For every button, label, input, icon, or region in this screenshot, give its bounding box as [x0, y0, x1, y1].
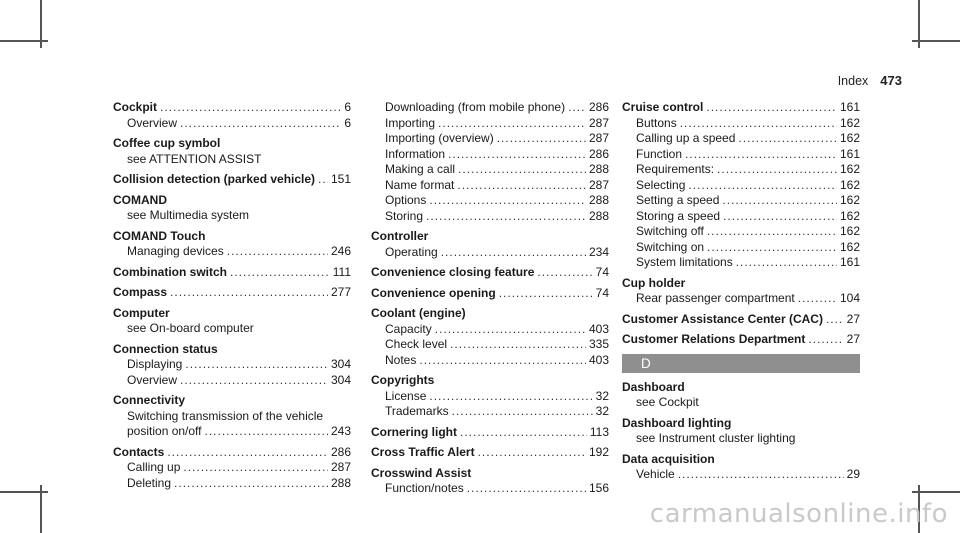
entry-title: Dashboard lighting — [622, 415, 732, 430]
index-subentry — [371, 147, 609, 163]
index-subentry — [622, 431, 860, 447]
index-entry — [113, 229, 351, 260]
subentry-text: Calling up a speed — [636, 131, 736, 145]
index-subentry — [622, 291, 860, 307]
subentry-text: Managing devices — [127, 244, 224, 258]
index-subentry — [622, 193, 860, 209]
leader-dots — [452, 404, 593, 420]
index-subentry — [371, 337, 609, 353]
index-entry — [371, 100, 609, 224]
index-entry — [371, 425, 609, 441]
crop-mark — [0, 491, 48, 493]
index-entry-heading — [371, 265, 609, 281]
entry-title: Convenience closing feature — [371, 265, 535, 279]
index-entry — [622, 100, 860, 271]
index-subentry — [622, 147, 860, 163]
leader-dots — [688, 178, 837, 194]
leader-dots — [448, 147, 586, 163]
index-entry-heading — [371, 286, 609, 302]
index-entry — [622, 332, 860, 348]
leader-dots — [736, 255, 837, 271]
subentry-text: Function — [636, 146, 683, 161]
leader-dots — [185, 357, 328, 373]
page-reference: 162 — [839, 177, 860, 192]
entry-title: Customer Assistance Center (CAC) — [622, 311, 823, 326]
page-reference: 287 — [588, 131, 609, 145]
subentry-text: see Cockpit — [636, 395, 699, 409]
page-reference: 246 — [330, 244, 351, 258]
index-entry-heading — [371, 229, 609, 245]
entry-title: Data acquisition — [622, 451, 715, 466]
index-entry — [371, 466, 609, 497]
page-reference: 29 — [846, 467, 860, 481]
subentry-text: Function/notes — [385, 481, 464, 495]
index-subentry — [622, 255, 860, 271]
page-reference: 287 — [330, 460, 351, 474]
page-reference: 27 — [846, 332, 860, 346]
entry-title: Customer Relations Department — [622, 332, 806, 346]
index-entry — [113, 445, 351, 492]
page-reference: 161 — [839, 255, 860, 269]
leader-dots — [707, 224, 837, 240]
index-entry-heading — [622, 276, 860, 292]
subentry-text: License — [385, 388, 427, 403]
index-subentry — [371, 162, 609, 178]
entry-title: Cockpit — [113, 100, 158, 114]
index-subentry — [371, 209, 609, 225]
leader-dots — [460, 425, 587, 441]
subentry-text: Downloading (from mobile phone) — [385, 100, 566, 114]
index-entry-heading — [113, 229, 351, 245]
entry-title: Cross Traffic Alert — [371, 445, 475, 459]
index-entry — [113, 193, 351, 224]
leader-dots — [160, 100, 341, 116]
header-title: Index — [837, 74, 869, 88]
page-reference: 151 — [330, 172, 351, 186]
index-subentry — [113, 409, 351, 425]
index-subentry — [622, 131, 860, 147]
leader-dots — [429, 193, 586, 209]
index-entry — [113, 172, 351, 188]
page-reference: 156 — [588, 481, 609, 495]
leader-dots — [678, 467, 844, 483]
index-entry — [113, 136, 351, 167]
index-entry-heading — [113, 393, 351, 409]
index-entry-heading — [113, 265, 351, 281]
subentry-text: Selecting — [636, 177, 686, 192]
subentry-text: Switching off — [636, 224, 704, 238]
subentry-text: Capacity — [385, 321, 432, 336]
index-entry-heading — [622, 380, 860, 396]
page-reference: 287 — [588, 115, 609, 130]
leader-dots — [808, 332, 843, 348]
entry-title: Cornering light — [371, 424, 457, 439]
subentry-text: Displaying — [127, 357, 183, 371]
index-entry — [371, 306, 609, 368]
entry-title: Cup holder — [622, 275, 686, 290]
subentry-text: see On-board computer — [127, 321, 254, 335]
leader-dots — [457, 178, 586, 194]
entry-title: Combination switch — [113, 264, 227, 279]
index-entry — [622, 380, 860, 411]
leader-dots — [429, 389, 592, 405]
page-reference: 162 — [839, 208, 860, 223]
page-reference: 162 — [839, 239, 860, 254]
subentry-text: Storing a speed — [636, 208, 721, 223]
index-subentry — [113, 476, 351, 492]
page-reference: 74 — [595, 265, 609, 279]
leader-dots — [167, 445, 328, 461]
index-subentry — [113, 244, 351, 260]
index-subentry — [113, 460, 351, 476]
page-reference: 286 — [588, 146, 609, 161]
index-entry-heading — [113, 285, 351, 301]
index-subentry — [371, 116, 609, 132]
entry-title: Copyrights — [371, 373, 435, 387]
page-reference: 234 — [588, 244, 609, 259]
subentry-text: see Multimedia system — [127, 208, 250, 222]
subentry-text: Making a call — [385, 162, 456, 176]
leader-dots — [227, 244, 328, 260]
index-subentry — [371, 404, 609, 420]
index-subentry — [371, 131, 609, 147]
leader-dots — [537, 265, 592, 281]
entry-title: Convenience opening — [371, 285, 496, 300]
index-entry — [113, 100, 351, 131]
leader-dots — [450, 337, 586, 353]
index-entry-heading — [371, 445, 609, 461]
index-entry-heading — [371, 306, 609, 322]
index-entry-heading — [113, 136, 351, 152]
entry-title: Cruise control — [622, 100, 704, 114]
page-reference: 286 — [588, 100, 609, 114]
index-subentry — [113, 116, 351, 132]
index-entry-heading — [622, 332, 860, 348]
crop-mark — [912, 491, 960, 493]
leader-dots — [180, 116, 341, 132]
page-reference: 32 — [595, 388, 609, 403]
leader-dots — [419, 353, 586, 369]
leader-dots — [798, 291, 837, 307]
index-entry — [113, 265, 351, 281]
subentry-text: Importing — [385, 115, 436, 130]
index-column-1 — [113, 100, 351, 496]
subentry-text: Buttons — [636, 115, 677, 130]
subentry-text: Switching transmission of the vehicle — [127, 408, 324, 423]
index-entry-heading — [113, 306, 351, 322]
page-reference: 32 — [595, 404, 609, 418]
page-reference: 288 — [330, 475, 351, 490]
leader-dots — [717, 162, 837, 178]
leader-dots — [722, 193, 837, 209]
entry-title: Crosswind Assist — [371, 465, 472, 480]
index-subentry — [371, 481, 609, 497]
index-subentry — [622, 467, 860, 483]
index-entry-heading — [622, 312, 860, 328]
leader-dots — [180, 373, 328, 389]
index-subentry — [622, 162, 860, 178]
index-column-2 — [371, 100, 609, 502]
index-entry-heading — [113, 172, 351, 188]
entry-title: Coffee cup symbol — [113, 136, 221, 150]
page-reference: 162 — [839, 131, 860, 145]
index-entry — [371, 229, 609, 260]
page-reference: 286 — [330, 444, 351, 459]
page-reference: 161 — [839, 100, 860, 114]
index-subentry — [113, 424, 351, 440]
page-reference: 304 — [330, 357, 351, 371]
crop-mark — [912, 40, 960, 42]
entry-title: Connectivity — [113, 393, 186, 407]
index-entry-heading — [622, 452, 860, 468]
watermark: carmanualsonline.info — [649, 499, 948, 529]
index-entry — [371, 445, 609, 461]
subentry-text: Setting a speed — [636, 193, 720, 207]
index-entry — [113, 306, 351, 337]
entry-title: Computer — [113, 305, 170, 320]
index-subentry — [622, 178, 860, 194]
page-reference: 192 — [588, 445, 609, 459]
index-subentry — [622, 395, 860, 411]
leader-dots — [426, 209, 586, 225]
subentry-text: Storing — [385, 208, 424, 223]
index-entry-heading — [113, 445, 351, 461]
entry-title: Controller — [371, 229, 429, 243]
subentry-text: see Instrument cluster lighting — [636, 431, 796, 445]
leader-dots — [826, 312, 844, 328]
page-reference: 6 — [344, 115, 351, 130]
subentry-text: Switching on — [636, 239, 705, 254]
page-reference: 104 — [839, 291, 860, 305]
leader-dots — [497, 131, 586, 147]
page-reference: 288 — [588, 193, 609, 207]
entry-title: Collision detection (parked vehicle) — [113, 172, 316, 186]
index-subentry — [113, 357, 351, 373]
leader-dots — [568, 100, 586, 116]
leader-dots — [438, 116, 586, 132]
index-subentry — [622, 209, 860, 225]
page-reference: 288 — [588, 208, 609, 223]
leader-dots — [706, 100, 837, 116]
leader-dots — [183, 460, 328, 476]
leader-dots — [707, 240, 837, 256]
entry-title: Dashboard — [622, 379, 685, 394]
leader-dots — [435, 322, 586, 338]
section-letter-header: D — [622, 354, 860, 373]
entry-title: Contacts — [113, 444, 165, 459]
leader-dots — [723, 209, 837, 225]
page-reference: 287 — [588, 177, 609, 192]
index-subentry — [371, 193, 609, 209]
index-entry-heading — [371, 425, 609, 441]
index-subentry — [113, 373, 351, 389]
subentry-text: Check level — [385, 337, 448, 351]
leader-dots — [738, 131, 837, 147]
page-reference: 162 — [839, 162, 860, 176]
page-reference: 161 — [839, 146, 860, 161]
subentry-text: Importing (overview) — [385, 131, 494, 145]
index-entry — [113, 342, 351, 389]
leader-dots — [230, 265, 330, 281]
subentry-text: Overview — [127, 115, 178, 130]
index-subentry — [113, 208, 351, 224]
index-entry — [113, 285, 351, 301]
page-reference: 243 — [330, 424, 351, 438]
page-reference: 288 — [588, 162, 609, 176]
subentry-text: Name format — [385, 177, 455, 192]
subentry-text: Requirements: — [636, 162, 715, 176]
subentry-text: Options — [385, 193, 427, 207]
index-subentry — [371, 178, 609, 194]
index-entry — [622, 276, 860, 307]
index-entry — [371, 373, 609, 420]
page-reference: 162 — [839, 193, 860, 207]
subentry-text: Rear passenger compartment — [636, 291, 795, 305]
page-reference: 335 — [588, 337, 609, 351]
index-subentry — [113, 152, 351, 168]
subentry-text: see ATTENTION ASSIST — [127, 151, 262, 166]
index-entry — [113, 393, 351, 440]
index-subentry — [622, 224, 860, 240]
subentry-text: Vehicle — [636, 467, 675, 481]
page-reference: 277 — [330, 285, 351, 299]
subentry-text: Notes — [385, 352, 417, 367]
leader-dots — [478, 445, 586, 461]
index-entry-heading — [622, 416, 860, 432]
page-reference: 403 — [588, 321, 609, 336]
index-subentry — [622, 116, 860, 132]
index-entry-heading — [113, 193, 351, 209]
page-reference: 74 — [595, 285, 609, 300]
leader-dots — [467, 481, 586, 497]
crop-mark — [0, 40, 48, 42]
entry-title: COMAND — [113, 192, 167, 207]
index-entry-heading — [113, 100, 351, 116]
subentry-text: Overview — [127, 372, 178, 387]
entry-title: Coolant (engine) — [371, 306, 466, 320]
index-entry-heading — [113, 342, 351, 358]
index-column-3 — [622, 100, 860, 488]
page-number: 473 — [880, 73, 902, 88]
index-subentry — [371, 322, 609, 338]
page-reference: 27 — [846, 311, 860, 326]
leader-dots — [499, 286, 593, 302]
entry-title: Connection status — [113, 341, 218, 356]
subentry-text: position on/off — [127, 424, 202, 438]
page-reference: 403 — [588, 352, 609, 367]
page-reference: 304 — [330, 372, 351, 387]
index-subentry — [371, 245, 609, 261]
index-entry — [622, 312, 860, 328]
entry-title: Compass — [113, 285, 168, 299]
leader-dots — [170, 285, 328, 301]
leader-dots — [441, 245, 586, 261]
subentry-text: System limitations — [636, 255, 733, 269]
leader-dots — [685, 147, 837, 163]
page-reference: 162 — [839, 115, 860, 130]
index-entry-heading — [371, 373, 609, 389]
subentry-text: Operating — [385, 244, 438, 259]
subentry-text: Information — [385, 146, 446, 161]
index-entry — [371, 265, 609, 281]
index-subentry — [371, 353, 609, 369]
page-header — [838, 73, 902, 88]
leader-dots — [458, 162, 586, 178]
index-subentry — [371, 100, 609, 116]
index-entry-heading — [371, 466, 609, 482]
page-reference: 111 — [332, 264, 351, 279]
index-entry — [371, 286, 609, 302]
page-reference: 162 — [839, 224, 860, 238]
leader-dots — [174, 476, 328, 492]
entry-title: COMAND Touch — [113, 228, 206, 243]
subentry-text: Trademarks — [385, 404, 449, 418]
index-entry — [622, 416, 860, 447]
subentry-text: Deleting — [127, 475, 172, 490]
page-reference: 6 — [344, 100, 351, 114]
index-subentry — [113, 321, 351, 337]
leader-dots — [205, 424, 328, 440]
page-reference: 113 — [589, 424, 609, 439]
index-subentry — [371, 389, 609, 405]
leader-dots — [318, 172, 328, 188]
leader-dots — [680, 116, 837, 132]
index-entry — [622, 452, 860, 483]
subentry-text: Calling up — [127, 460, 181, 474]
index-subentry — [622, 240, 860, 256]
index-entry-heading — [622, 100, 860, 116]
